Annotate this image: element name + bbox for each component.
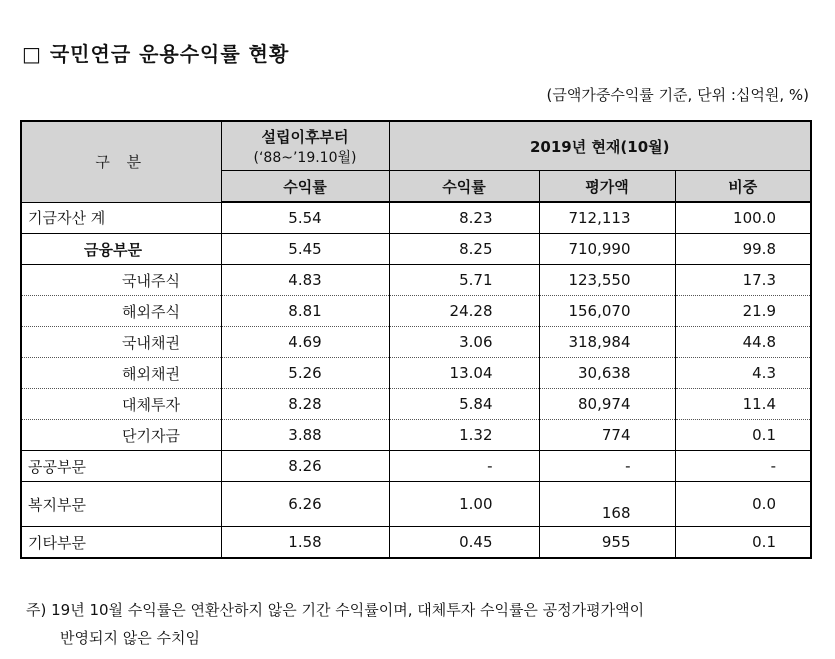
cell-value: 30,638 [539,358,675,389]
table-row [21,358,811,389]
cell-value: 80,974 [539,389,675,420]
row-label: 기타부문 [21,527,221,559]
cell-return: - [389,451,539,482]
row-label: 대체투자 [21,389,221,420]
header-current-year: 2019년 현재(10월) [389,121,811,171]
cell-weight: 11.4 [675,389,811,420]
cell-value: 774 [539,420,675,451]
table-row [21,296,811,327]
cell-return-since: 4.69 [221,327,389,358]
cell-return: 5.71 [389,265,539,296]
row-label: 기금자산 계 [21,202,221,234]
page-title: □ 국민연금 운용수익률 현황 [22,42,290,66]
cell-value: 710,990 [539,234,675,265]
cell-return-since: 5.26 [221,358,389,389]
table-row [21,451,811,482]
cell-weight: 0.0 [675,482,811,527]
footnote-line2: 반영되지 않은 수치임 [60,629,200,647]
table-row [21,482,811,527]
footnote-line1: 주) 19년 10월 수익률은 연환산하지 않은 기간 수익률이며, 대체투자 수익률은 공정가평가액이 [26,601,645,619]
cell-return: 0.45 [389,527,539,559]
row-label: 복지부문 [21,482,221,527]
row-label: 해외채권 [21,358,221,389]
cell-value: - [539,451,675,482]
cell-weight: 17.3 [675,265,811,296]
row-label: 해외주식 [21,296,221,327]
cell-return-since: 8.28 [221,389,389,420]
cell-return: 1.32 [389,420,539,451]
row-label: 공공부문 [21,451,221,482]
row-label: 단기자금 [21,420,221,451]
table-row [21,420,811,451]
header-category: 구 분 [21,121,221,202]
cell-value: 955 [539,527,675,559]
footnote [26,596,816,652]
cell-return: 8.25 [389,234,539,265]
table-row [21,527,811,559]
cell-return-since: 8.81 [221,296,389,327]
cell-weight: 21.9 [675,296,811,327]
header-since-inception [221,121,389,171]
header-return-since: 수익률 [221,171,389,203]
unit-note: (금액가중수익률 기준, 단위 :십억원, %) [546,86,809,104]
cell-return-since: 3.88 [221,420,389,451]
cell-return-since: 6.26 [221,482,389,527]
header-since-line1: 설립이후부터 [261,127,349,146]
cell-return-since: 8.26 [221,451,389,482]
cell-return: 3.06 [389,327,539,358]
table-row [21,234,811,265]
row-label: 국내채권 [21,327,221,358]
row-label: 국내주식 [21,265,221,296]
cell-return: 13.04 [389,358,539,389]
header-since-line2: (‘88~’19.10월) [253,149,357,166]
cell-return-since: 5.54 [221,202,389,234]
cell-weight: 4.3 [675,358,811,389]
cell-weight: 44.8 [675,327,811,358]
cell-value: 168 [539,482,675,527]
cell-return-since: 5.45 [221,234,389,265]
cell-value: 318,984 [539,327,675,358]
cell-weight: 0.1 [675,420,811,451]
row-label: 금융부문 [21,234,221,265]
cell-return: 8.23 [389,202,539,234]
cell-weight: 100.0 [675,202,811,234]
table-row [21,327,811,358]
cell-weight: 99.8 [675,234,811,265]
cell-value: 156,070 [539,296,675,327]
table-row [21,265,811,296]
header-return: 수익률 [389,171,539,203]
header-value: 평가액 [539,171,675,203]
header-weight: 비중 [675,171,811,203]
cell-return: 1.00 [389,482,539,527]
table-row [21,389,811,420]
cell-return-since: 4.83 [221,265,389,296]
cell-return-since: 1.58 [221,527,389,559]
cell-value: 123,550 [539,265,675,296]
cell-weight: - [675,451,811,482]
cell-weight: 0.1 [675,527,811,559]
returns-table [20,120,812,559]
cell-return: 24.28 [389,296,539,327]
cell-value: 712,113 [539,202,675,234]
cell-return: 5.84 [389,389,539,420]
table-row [21,202,811,234]
